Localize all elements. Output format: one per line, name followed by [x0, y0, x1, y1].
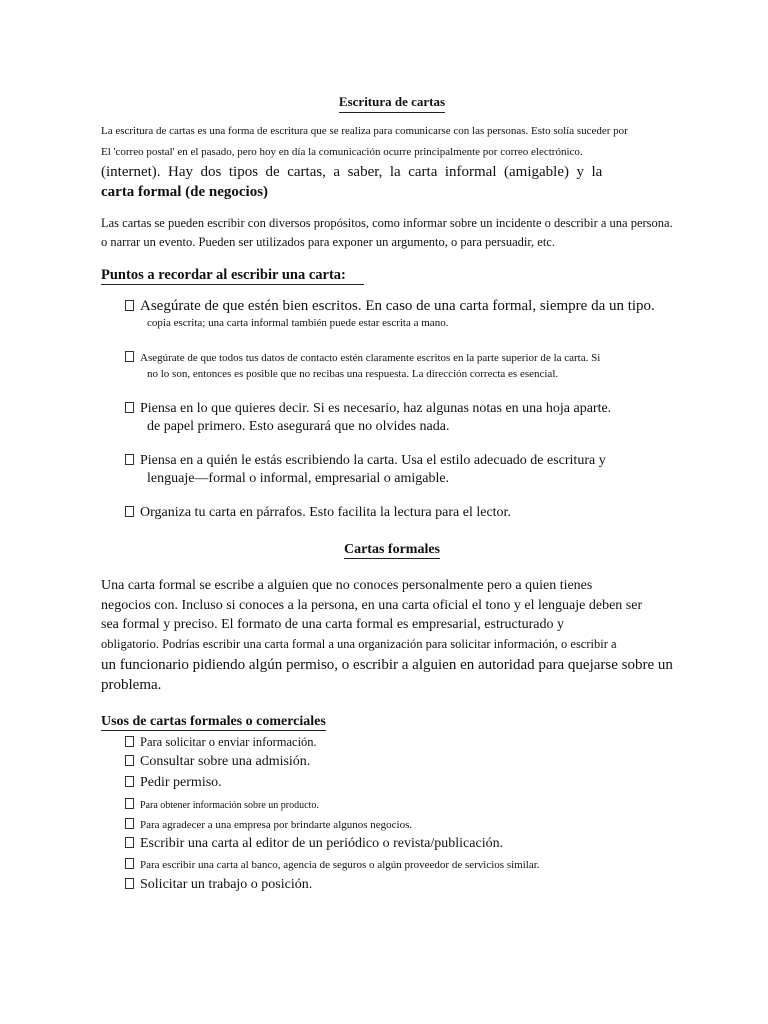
uses-item: Escribir una carta al editor de un periódico o revista/publicación. — [125, 836, 503, 852]
uses-item: Para escribir una carta al banco, agencia de seguros o algún proveedor de servicios similar. — [125, 858, 540, 871]
uses-item: Para agradecer a una empresa por brindarte algunos negocios. — [125, 818, 412, 831]
purpose-line: Las cartas se pueden escribir con diversos propósitos, como informar sobre un incidente o describir a una persona. — [101, 216, 673, 230]
formal-body-line: un funcionario pidiendo algún permiso, o escribir a alguien en autoridad para quejarse sobre un — [101, 657, 673, 673]
intro-line: (internet). Hay dos tipos de cartas, a saber, la carta informal (amigable) y la — [101, 164, 603, 180]
point-item-continued: lenguaje—formal o informal, empresarial o amigable. — [147, 471, 450, 486]
checkbox-icon — [125, 454, 134, 465]
point-item-continued: copia escrita; una carta informal también puede estar escrita a mano. — [147, 317, 449, 329]
checkbox-icon — [125, 837, 134, 848]
checkbox-icon — [125, 776, 134, 787]
point-item-continued: de papel primero. Esto asegurará que no olvides nada. — [147, 419, 450, 434]
point-item-continued: no lo son, entonces es posible que no recibas una respuesta. La dirección correcta es esencial. — [147, 368, 559, 380]
formal-heading-text: Cartas formales — [343, 542, 441, 557]
point-item: Piensa en lo que quieres decir. Si es necesario, haz algunas notas en una hoja aparte. — [125, 401, 611, 417]
checkbox-icon — [125, 818, 134, 829]
formal-body-line: sea formal y preciso. El formato de una carta formal es empresarial, estructurado y — [101, 617, 564, 632]
document-title — [0, 94, 768, 113]
points-heading — [101, 267, 364, 284]
uses-heading-text: Usos de cartas formales o comerciales — [101, 714, 326, 729]
checkbox-icon — [125, 300, 134, 311]
formal-body-line: problema. — [101, 677, 162, 693]
points-heading-text: Puntos a recordar al escribir una carta: — [101, 267, 346, 283]
formal-body-line: negocios con. Incluso si conoces a la persona, en una carta oficial el tono y el lenguaje deben ser — [101, 598, 643, 613]
point-item: Asegúrate de que estén bien escritos. En caso de una carta formal, siempre da un tipo. — [125, 298, 655, 315]
checkbox-icon — [125, 858, 134, 869]
uses-item: Para solicitar o enviar información. — [125, 735, 317, 750]
document-title-text: Escritura de cartas — [339, 94, 445, 113]
point-item: Asegúrate de que todos tus datos de contacto estén claramente escritos en la parte superior de la carta. Si — [125, 351, 600, 364]
checkbox-icon — [125, 351, 134, 362]
checkbox-icon — [125, 878, 134, 889]
uses-item: Para obtener información sobre un producto. — [125, 798, 319, 811]
checkbox-icon — [125, 506, 134, 517]
intro-line: El 'correo postal' en el pasado, pero hoy en día la comunicación ocurre principalmente por correo electrónico. — [101, 146, 583, 158]
purpose-line: o narrar un evento. Pueden ser utilizados para exponer un argumento, o para persuadir, etc. — [101, 235, 555, 249]
checkbox-icon — [125, 402, 134, 413]
uses-item: Solicitar un trabajo o posición. — [125, 877, 312, 893]
formal-body-line: Una carta formal se escribe a alguien que no conoces personalmente pero a quien tienes — [101, 578, 593, 593]
intro-line: La escritura de cartas es una forma de escritura que se realiza para comunicarse con las personas. Esto solía suceder por — [101, 125, 628, 137]
point-item: Piensa en a quién le estás escribiendo la carta. Usa el estilo adecuado de escritura y — [125, 453, 606, 469]
checkbox-icon — [125, 798, 134, 809]
uses-heading — [101, 714, 326, 730]
checkbox-icon — [125, 736, 134, 747]
uses-item: Consultar sobre una admisión. — [125, 754, 310, 770]
point-item: Organiza tu carta en párrafos. Esto facilita la lectura para el lector. — [125, 505, 511, 521]
checkbox-icon — [125, 755, 134, 766]
intro-line: carta formal (de negocios) — [101, 184, 269, 200]
formal-body-line: obligatorio. Podrías escribir una carta formal a una organización para solicitar información, o escribir a — [101, 637, 617, 651]
formal-heading — [0, 542, 768, 558]
uses-item: Pedir permiso. — [125, 775, 222, 791]
